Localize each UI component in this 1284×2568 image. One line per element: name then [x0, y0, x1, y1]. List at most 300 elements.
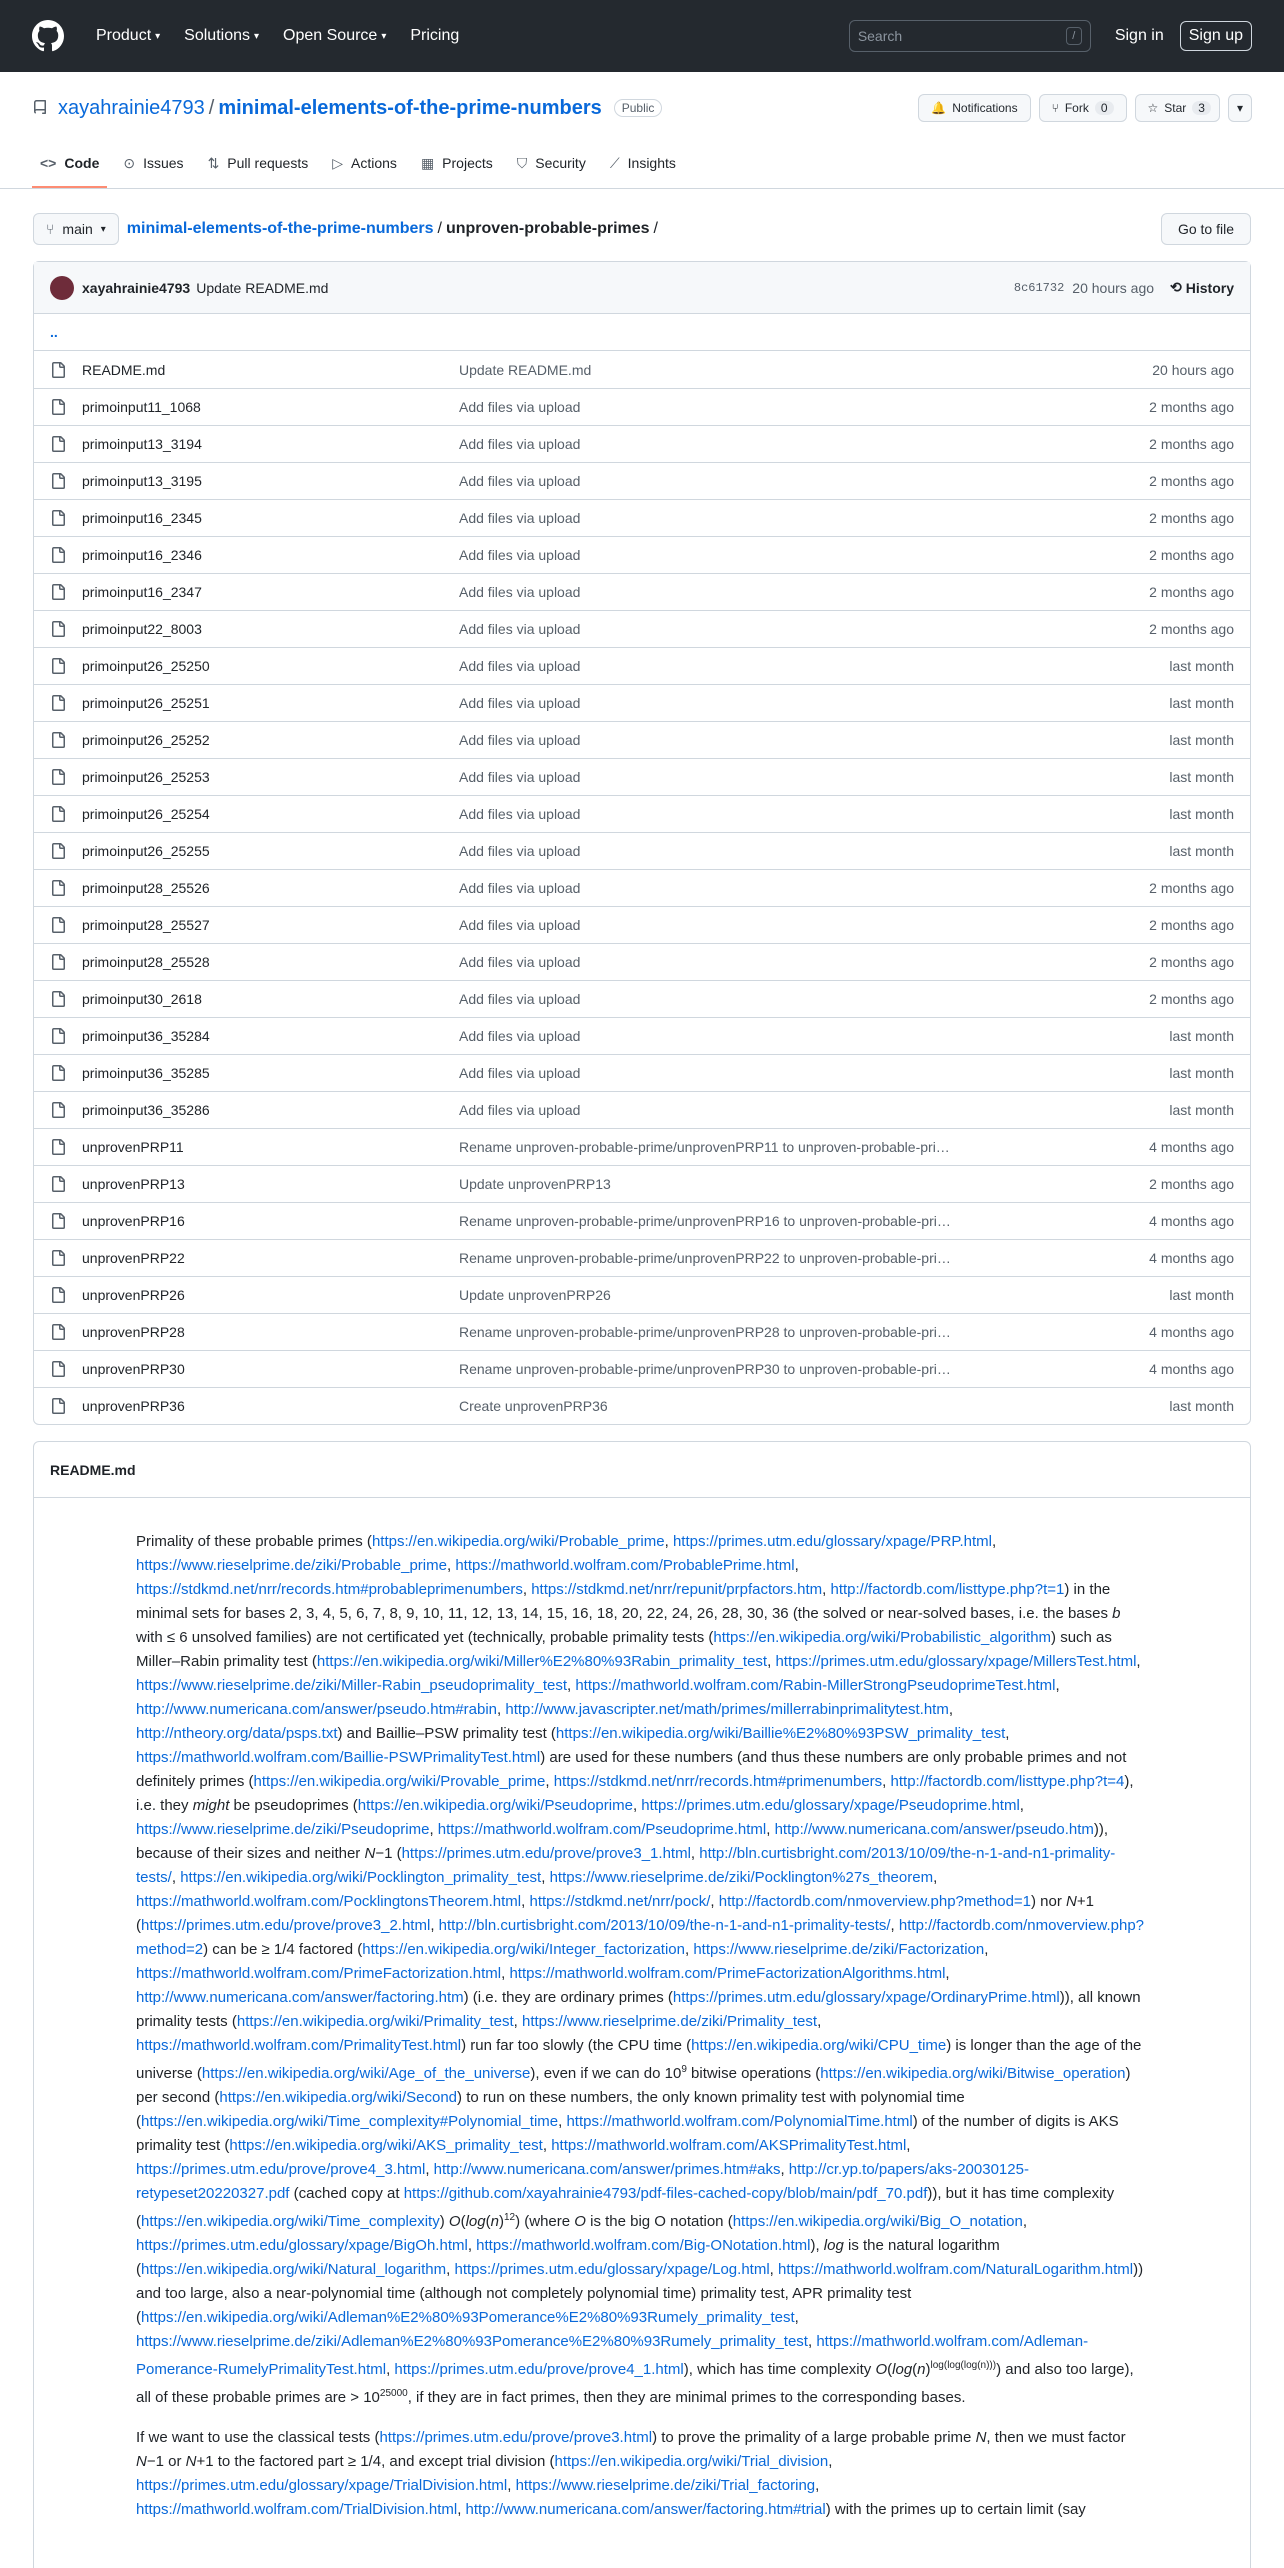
file-name-link[interactable]: primoinput28_25528 — [82, 954, 210, 970]
readme-link[interactable]: https://mathworld.wolfram.com/PrimeFactorization.html — [136, 1965, 502, 1982]
readme-link[interactable]: http://bln.curtisbright.com/2013/10/09/the-n-1-and-n1-primality-tests/ — [136, 1845, 1116, 1886]
readme-superscript: 25000 — [379, 2388, 408, 2399]
file-name-link[interactable]: primoinput26_25254 — [82, 806, 210, 822]
chevron-down-icon: ▾ — [381, 30, 387, 42]
readme-link[interactable]: http://factordb.com/listtype.php?t=1 — [830, 1581, 1065, 1598]
file-commit-message-link[interactable]: Update unprovenPRP13 — [459, 1176, 611, 1192]
readme-text: ) in the minimal sets for bases 2, 3, 4, 5, 6, 7, 8, 9, 10, 11, 12, 13, 14, 15, 16, 18, 20, 22, 24, 26, 28, 30, 36 (the solved or near-solved bases, i.e. the bases — [136, 1581, 1113, 1622]
file-commit-message-link[interactable]: Add files via upload — [459, 1065, 581, 1081]
parent-directory-link[interactable]: .. — [34, 314, 1250, 351]
readme-link[interactable]: https://en.wikipedia.org/wiki/Second — [219, 2089, 458, 2106]
breadcrumb-separator: / — [653, 220, 658, 237]
file-icon — [50, 584, 66, 600]
fork-icon: ⑂ — [1051, 101, 1059, 115]
readme-link[interactable]: https://en.wikipedia.org/wiki/Big_O_notation — [732, 2213, 1023, 2230]
readme-text: , — [632, 1797, 642, 1814]
file-name-link[interactable]: primoinput26_25250 — [82, 658, 210, 674]
nav-pricing[interactable]: Pricing — [410, 27, 460, 44]
readme-text: is the natural logarithm ( — [136, 2237, 1000, 2278]
tab-label: Insights — [627, 155, 676, 171]
file-name-link[interactable]: primoinput28_25526 — [82, 880, 210, 896]
file-row[interactable] — [34, 1276, 1250, 1313]
readme-link[interactable]: https://mathworld.wolfram.com/Pseudoprime.html — [437, 1821, 767, 1838]
file-row[interactable] — [34, 1091, 1250, 1128]
readme-link[interactable]: https://en.wikipedia.org/wiki/Integer_factorization — [362, 1941, 685, 1958]
tab-issues[interactable] — [115, 140, 191, 188]
file-commit-message-link[interactable]: Add files via upload — [459, 399, 581, 415]
readme-text: ) are used for these numbers (and thus these numbers are only probable primes and not definitely primes ( — [136, 1749, 1127, 1790]
file-name-link[interactable]: primoinput11_1068 — [82, 399, 201, 415]
readme-text: , — [769, 2261, 778, 2278]
repo-tabs — [32, 140, 1252, 188]
readme-superscript: 9 — [681, 2064, 687, 2075]
readme-text: ) can be ≥ 1/4 factored ( — [203, 1941, 363, 1958]
readme-text: , then we must factor — [986, 2429, 1126, 2446]
file-row[interactable] — [34, 462, 1250, 499]
readme-text: with ≤ 6 unsolved families) are not certificated yet (technically, probable primality tests ( — [136, 1629, 714, 1646]
file-name-link[interactable]: primoinput16_2346 — [82, 547, 202, 563]
readme-link[interactable]: https://en.wikipedia.org/wiki/CPU_time — [691, 2037, 947, 2054]
repo-header — [0, 72, 1284, 189]
readme-link[interactable]: https://en.wikipedia.org/wiki/AKS_primality_test — [229, 2137, 543, 2154]
file-icon — [50, 954, 66, 970]
star-button[interactable] — [1135, 94, 1220, 122]
file-icon — [50, 399, 66, 415]
file-commit-age: 2 months ago — [1149, 399, 1234, 415]
file-name-link[interactable]: unprovenPRP11 — [82, 1139, 184, 1155]
commit-sha-link[interactable]: 8c61732 — [1013, 280, 1065, 295]
file-name-link[interactable]: primoinput28_25527 — [82, 917, 210, 933]
file-icon — [50, 547, 66, 563]
commit-time: 20 hours ago — [1072, 279, 1155, 296]
file-name-link[interactable]: unprovenPRP16 — [82, 1213, 185, 1229]
readme-link[interactable]: https://en.wikipedia.org/wiki/Miller%E2%80%93Rabin_primality_test — [316, 1653, 768, 1670]
readme-italic: N — [975, 2429, 987, 2446]
shield-icon: ⛉ — [516, 154, 528, 171]
file-name-link[interactable]: unprovenPRP36 — [82, 1398, 185, 1414]
breadcrumb-root-link[interactable]: minimal-elements-of-the-prime-numbers — [126, 220, 434, 237]
readme-link[interactable]: https://www.rieselprime.de/ziki/Adleman%E2%80%93Pomerance%E2%80%93Rumely_primality_test — [136, 2333, 808, 2350]
history-label: History — [1185, 279, 1234, 296]
file-commit-message-link[interactable]: Add files via upload — [459, 806, 581, 822]
file-row[interactable] — [34, 832, 1250, 869]
file-name-link[interactable]: primoinput26_25252 — [82, 732, 210, 748]
notifications-button[interactable] — [918, 94, 1030, 122]
file-row[interactable] — [34, 1128, 1250, 1165]
readme-link[interactable]: https://mathworld.wolfram.com/Baillie-PSWPrimalityTest.html — [136, 1749, 541, 1766]
breadcrumb — [127, 220, 658, 238]
readme-link[interactable]: https://stdkmd.net/nrr/records.htm#probableprimenumbers — [136, 1581, 523, 1598]
readme-text: ) — [925, 2361, 931, 2378]
readme-link[interactable]: https://mathworld.wolfram.com/TrialDivision.html — [136, 2501, 458, 2518]
readme-italic: n — [490, 2213, 499, 2230]
tab-code[interactable] — [32, 140, 107, 188]
file-name-link[interactable]: README.md — [82, 361, 166, 378]
file-name-link[interactable]: primoinput36_35286 — [82, 1102, 210, 1118]
readme-text: −1 or — [146, 2453, 186, 2470]
fork-label: Fork — [1064, 101, 1089, 115]
file-commit-message-link[interactable]: Add files via upload — [459, 695, 581, 711]
readme-link[interactable]: https://www.rieselprime.de/ziki/Pseudoprime — [136, 1821, 430, 1838]
readme-link[interactable]: http://www.numericana.com/answer/factoring.htm — [136, 1989, 464, 2006]
readme-link[interactable]: https://stdkmd.net/nrr/records.htm#primenumbers — [553, 1773, 883, 1790]
file-name-link[interactable]: primoinput22_8003 — [82, 621, 202, 637]
file-commit-age: 4 months ago — [1149, 1213, 1234, 1229]
file-name-link[interactable]: primoinput26_25253 — [82, 769, 210, 785]
readme-link[interactable]: https://github.com/xayahrainie4793/pdf-files-cached-copy/blob/main/pdf_70.pdf — [403, 2185, 928, 2202]
readme-link[interactable]: https://www.rieselprime.de/ziki/Factorization — [693, 1941, 985, 1958]
readme-text: , — [457, 2501, 466, 2518]
file-icon — [50, 1361, 66, 1377]
file-icon — [50, 769, 66, 785]
file-row[interactable] — [34, 980, 1250, 1017]
readme-italic: N — [364, 1845, 376, 1862]
file-row[interactable] — [34, 1202, 1250, 1239]
sign-in-link[interactable]: Sign in — [1114, 27, 1164, 44]
readme-link[interactable]: https://en.wikipedia.org/wiki/Baillie%E2%80%93PSW_primality_test — [555, 1725, 1006, 1742]
readme-text: , — [767, 1653, 776, 1670]
file-name-link[interactable]: primoinput16_2345 — [82, 510, 202, 526]
breadcrumb-current: unproven-probable-primes — [445, 220, 650, 237]
readme-link[interactable]: https://en.wikipedia.org/wiki/Bitwise_operation — [820, 2065, 1126, 2082]
readme-link[interactable]: https://primes.utm.edu/glossary/xpage/BigOh.html — [136, 2237, 468, 2254]
star-dropdown-button[interactable] — [1228, 94, 1252, 122]
readme-text: , — [541, 1869, 550, 1886]
file-commit-message-link[interactable]: Add files via upload — [459, 917, 581, 933]
readme-text: ( — [460, 2213, 466, 2230]
file-commit-age: 4 months ago — [1149, 1324, 1234, 1340]
file-row[interactable] — [34, 499, 1250, 536]
readme-link[interactable]: https://en.wikipedia.org/wiki/Provable_prime — [253, 1773, 546, 1790]
readme-link[interactable]: https://primes.utm.edu/glossary/xpage/Pseudoprime.html — [641, 1797, 1020, 1814]
readme-text: ) nor — [1031, 1893, 1067, 1910]
file-commit-age: 2 months ago — [1149, 621, 1234, 637]
readme-link[interactable]: https://www.rieselprime.de/ziki/Trial_factoring — [515, 2477, 816, 2494]
file-name-link[interactable]: unprovenPRP22 — [82, 1250, 185, 1266]
file-commit-message-link[interactable]: Add files via upload — [459, 769, 581, 785]
file-icon — [50, 695, 66, 711]
readme-link[interactable]: https://mathworld.wolfram.com/PocklingtonsTheorem.html — [136, 1893, 522, 1910]
file-row[interactable] — [34, 536, 1250, 573]
file-name-link[interactable]: primoinput36_35285 — [82, 1065, 210, 1081]
readme-link[interactable]: https://mathworld.wolfram.com/PrimalityTest.html — [136, 2037, 462, 2054]
graph-icon: ⟋ — [609, 154, 620, 171]
readme-link[interactable]: http://factordb.com/nmoverview.php?method=2 — [136, 1917, 1145, 1958]
file-commit-age: 2 months ago — [1149, 547, 1234, 563]
readme-text: , — [766, 1821, 775, 1838]
readme-text: , — [710, 1893, 719, 1910]
file-commit-message-link[interactable]: Add files via upload — [459, 473, 581, 489]
readme-link[interactable]: https://mathworld.wolfram.com/NaturalLogarithm.html — [778, 2261, 1134, 2278]
file-row[interactable] — [34, 795, 1250, 832]
tab-pull-requests[interactable] — [200, 140, 317, 188]
github-logo-icon[interactable] — [32, 20, 64, 52]
readme-text: , — [780, 2161, 789, 2178]
visibility-badge: Public — [614, 99, 663, 117]
readme-text: , — [933, 1869, 938, 1886]
file-row[interactable] — [34, 684, 1250, 721]
file-row[interactable] — [34, 1313, 1250, 1350]
readme-link[interactable]: http://www.numericana.com/answer/primes.htm#aks — [433, 2161, 781, 2178]
readme-link[interactable]: https://www.rieselprime.de/ziki/Miller-Rabin_pseudoprimality_test — [136, 1677, 567, 1694]
file-commit-message-link[interactable]: Add files via upload — [459, 843, 581, 859]
file-commit-message-link[interactable]: Add files via upload — [459, 658, 581, 674]
readme-link[interactable]: http://factordb.com/nmoverview.php?method=1 — [718, 1893, 1032, 1910]
readme-link[interactable]: http://www.numericana.com/answer/factoring.htm#trial — [465, 2501, 826, 2518]
file-commit-age: last month — [1169, 1065, 1234, 1081]
history-link[interactable] — [1170, 279, 1234, 296]
file-commit-age: 2 months ago — [1149, 917, 1234, 933]
readme-link[interactable]: https://primes.utm.edu/glossary/xpage/TrialDivision.html — [136, 2477, 508, 2494]
readme-text: , — [991, 1533, 997, 1550]
readme-italic: n — [917, 2361, 926, 2378]
fork-button[interactable] — [1039, 94, 1127, 122]
file-name-link[interactable]: unprovenPRP26 — [82, 1287, 185, 1303]
file-commit-age: 2 months ago — [1149, 436, 1234, 452]
readme-title[interactable]: README.md — [34, 1442, 1250, 1498]
readme-text: , — [522, 1581, 532, 1598]
readme-link[interactable]: https://en.wikipedia.org/wiki/Time_complexity#Polynomial_time — [141, 2113, 559, 2130]
file-row[interactable] — [34, 943, 1250, 980]
readme-link[interactable]: http://bln.curtisbright.com/2013/10/09/the-n-1-and-n1-primality-tests/ — [438, 1917, 891, 1934]
file-name-link[interactable]: primoinput26_25255 — [82, 843, 210, 859]
tab-projects[interactable] — [413, 140, 501, 188]
readme-link[interactable]: https://en.wikipedia.org/wiki/Trial_division — [554, 2453, 829, 2470]
readme-text: ) is longer than the age of the universe ( — [136, 2037, 1142, 2082]
file-commit-message-link[interactable]: Rename unproven-probable-prime/unprovenPRP16 to unproven-probable-pri… — [459, 1213, 951, 1229]
readme-body — [34, 1498, 1250, 2522]
readme-italic: log — [892, 2361, 913, 2378]
readme-paragraph — [136, 1530, 1148, 2410]
file-row[interactable] — [34, 425, 1250, 462]
readme-text: , — [171, 1869, 181, 1886]
readme-link[interactable]: http://cr.yp.to/papers/aks-20030125-retypeset20220327.pdf — [136, 2161, 1029, 2202]
file-commit-message-link[interactable]: Add files via upload — [459, 954, 581, 970]
file-row[interactable] — [34, 1054, 1250, 1091]
readme-text: ) — [439, 2213, 449, 2230]
readme-link[interactable]: http://www.javascripter.net/math/primes/millerrabinprimalitytest.htm — [505, 1701, 949, 1718]
file-row[interactable] — [34, 647, 1250, 684]
readme-italic: N — [1066, 1893, 1077, 1910]
readme-text: , — [882, 1773, 891, 1790]
readme-link[interactable]: https://en.wikipedia.org/wiki/Primality_test — [236, 2013, 514, 2030]
readme-text: ), — [810, 2237, 824, 2254]
readme-link[interactable]: https://mathworld.wolfram.com/ProbablePrime.html — [455, 1557, 795, 1574]
file-name-link[interactable]: unprovenPRP30 — [82, 1361, 185, 1377]
readme-text: , — [567, 1677, 576, 1694]
readme-text: ) and also too large), all of these probable primes are > 10 — [136, 2361, 1134, 2406]
history-icon: ⟲ — [1170, 279, 1182, 295]
file-commit-message-link[interactable]: Add files via upload — [459, 1028, 581, 1044]
file-commit-message-link[interactable]: Rename unproven-probable-prime/unprovenPRP11 to unproven-probable-pri… — [459, 1139, 950, 1155]
commit-author-link[interactable]: xayahrainie4793 — [82, 279, 191, 296]
commit-message-link[interactable]: Update README.md — [196, 279, 329, 296]
readme-link[interactable]: https://en.wikipedia.org/wiki/Pocklington_primality_test — [180, 1869, 542, 1886]
readme-link[interactable]: https://www.rieselprime.de/ziki/Pocklington%27s_theorem — [549, 1869, 934, 1886]
file-name-link[interactable]: primoinput16_2347 — [82, 584, 202, 600]
file-name-link[interactable]: unprovenPRP13 — [82, 1176, 185, 1192]
readme-link[interactable]: https://stdkmd.net/nrr/repunit/prpfactors.htm — [531, 1581, 823, 1598]
readme-link[interactable]: http://www.numericana.com/answer/pseudo.htm — [774, 1821, 1094, 1838]
file-commit-age: 2 months ago — [1149, 473, 1234, 489]
readme-text: , — [521, 1893, 530, 1910]
file-commit-age: last month — [1169, 1287, 1234, 1303]
readme-link[interactable]: https://www.rieselprime.de/ziki/Probable_prime — [136, 1557, 447, 1574]
file-commit-age: last month — [1169, 1398, 1234, 1414]
file-icon — [50, 436, 66, 452]
tab-security[interactable] — [509, 140, 594, 188]
file-icon — [50, 1065, 66, 1081]
repo-separator: / — [208, 96, 215, 119]
file-icon — [50, 880, 66, 896]
file-row[interactable] — [34, 1387, 1250, 1424]
file-icon — [50, 658, 66, 674]
readme-text: , — [545, 1773, 554, 1790]
readme-text: , — [906, 2137, 911, 2154]
readme-link[interactable]: https://primes.utm.edu/prove/prove4_3.html — [136, 2161, 426, 2178]
file-name-link[interactable]: primoinput13_3195 — [82, 473, 202, 489]
readme-link[interactable]: https://primes.utm.edu/prove/prove4_1.html — [394, 2361, 684, 2378]
readme-link[interactable]: https://primes.utm.edu/glossary/xpage/OrdinaryPrime.html — [672, 1989, 1060, 2006]
file-commit-message-link[interactable]: Add files via upload — [459, 880, 581, 896]
readme-link[interactable]: https://en.wikipedia.org/wiki/Adleman%E2%80%93Pomerance%E2%80%93Rumely_primality_test — [141, 2309, 795, 2326]
repo-owner-link[interactable]: xayahrainie4793 — [58, 96, 205, 119]
file-table — [33, 261, 1251, 1425]
readme-link[interactable]: https://primes.utm.edu/prove/prove3.html — [379, 2429, 653, 2446]
latest-commit-bar — [34, 262, 1250, 314]
readme-link[interactable]: https://stdkmd.net/nrr/pock/ — [529, 1893, 711, 1910]
readme-text: ) and Baillie–PSW primality test ( — [337, 1725, 556, 1742]
global-nav — [88, 27, 467, 45]
readme-link[interactable]: https://mathworld.wolfram.com/AKSPrimalityTest.html — [551, 2137, 907, 2154]
star-icon: ☆ — [1147, 101, 1159, 115]
file-row[interactable] — [34, 906, 1250, 943]
search-input[interactable] — [849, 20, 1091, 52]
tab-insights[interactable] — [602, 140, 684, 188]
readme-text: )) and too large, also a near-polynomial time (although not completely polynomial time) primality test, APR primality test ( — [136, 2261, 1144, 2326]
readme-link[interactable]: https://mathworld.wolfram.com/Big-ONotation.html — [476, 2237, 811, 2254]
file-row[interactable] — [34, 351, 1250, 388]
file-name-link[interactable]: primoinput36_35284 — [82, 1028, 210, 1044]
readme-link[interactable]: https://primes.utm.edu/prove/prove3_1.html — [401, 1845, 691, 1862]
pull-request-icon: ⇅ — [207, 154, 220, 171]
readme-text: , — [690, 1845, 700, 1862]
search-placeholder: Search — [857, 28, 903, 44]
readme-link[interactable]: https://mathworld.wolfram.com/PrimeFactorizationAlgorithms.html — [509, 1965, 946, 1982]
readme-link[interactable]: https://primes.utm.edu/prove/prove3_2.html — [141, 1917, 431, 1934]
readme-text: Primality of these probable primes ( — [136, 1533, 372, 1550]
code-icon: <> — [40, 155, 57, 171]
file-row[interactable] — [34, 610, 1250, 647]
bell-icon: 🔔 — [931, 101, 947, 115]
file-commit-message-link[interactable]: Add files via upload — [459, 547, 581, 563]
file-commit-message-link[interactable]: Add files via upload — [459, 1102, 581, 1118]
file-row[interactable] — [34, 1239, 1250, 1276]
file-commit-message-link[interactable]: Add files via upload — [459, 510, 581, 526]
readme-link[interactable]: https://en.wikipedia.org/wiki/Probabilistic_algorithm — [713, 1629, 1052, 1646]
nav-open-source[interactable]: Open Source ▾ — [283, 27, 387, 44]
file-name-link[interactable]: primoinput26_25251 — [82, 695, 210, 711]
readme-link[interactable]: https://en.wikipedia.org/wiki/Pseudoprime — [357, 1797, 633, 1814]
file-commit-age: 4 months ago — [1149, 1361, 1234, 1377]
readme-link[interactable]: https://en.wikipedia.org/wiki/Probable_prime — [371, 1533, 665, 1550]
readme-text: , — [664, 1533, 673, 1550]
file-icon — [50, 806, 66, 822]
readme-italic: N — [185, 2453, 197, 2470]
file-commit-message-link[interactable]: Add files via upload — [459, 991, 581, 1007]
tab-label: Security — [535, 155, 586, 171]
readme-link[interactable]: https://primes.utm.edu/glossary/xpage/PRP.html — [672, 1533, 992, 1550]
file-commit-message-link[interactable]: Add files via upload — [459, 584, 581, 600]
file-row[interactable] — [34, 721, 1250, 758]
readme-link[interactable]: https://mathworld.wolfram.com/PolynomialTime.html — [566, 2113, 913, 2130]
file-row[interactable] — [34, 1350, 1250, 1387]
readme-text: , — [1022, 2213, 1028, 2230]
file-commit-message-link[interactable]: Add files via upload — [459, 436, 581, 452]
readme-link[interactable]: http://factordb.com/listtype.php?t=4 — [890, 1773, 1125, 1790]
go-to-file-button[interactable]: Go to file — [1161, 213, 1251, 245]
nav-product[interactable]: Product ▾ — [96, 27, 161, 44]
star-count: 3 — [1192, 101, 1211, 115]
sign-up-button[interactable]: Sign up — [1180, 21, 1252, 51]
chevron-down-icon: ▾ — [254, 30, 260, 42]
file-name-link[interactable]: primoinput13_3194 — [82, 436, 202, 452]
file-commit-message-link[interactable]: Add files via upload — [459, 732, 581, 748]
repo-name-link[interactable]: minimal-elements-of-the-prime-numbers — [218, 96, 602, 119]
file-icon — [50, 1176, 66, 1192]
file-commit-message-link[interactable]: Rename unproven-probable-prime/unprovenPRP30 to unproven-probable-pri… — [459, 1361, 951, 1377]
readme-link[interactable]: https://mathworld.wolfram.com/Adleman-Pomerance-RumelyPrimalityTest.html — [136, 2333, 1089, 2378]
readme-link[interactable]: https://primes.utm.edu/glossary/xpage/MillersTest.html — [775, 1653, 1137, 1670]
file-name-link[interactable]: unprovenPRP28 — [82, 1324, 185, 1340]
readme-text: , — [984, 1941, 989, 1958]
file-row[interactable] — [34, 869, 1250, 906]
file-commit-message-link[interactable]: Rename unproven-probable-prime/unprovenPRP22 to unproven-probable-pri… — [459, 1250, 951, 1266]
readme-text: −1 ( — [375, 1845, 402, 1862]
readme-link[interactable]: https://primes.utm.edu/glossary/xpage/Log.html — [454, 2261, 770, 2278]
file-name-link[interactable]: primoinput30_2618 — [82, 991, 202, 1007]
file-commit-age: 2 months ago — [1149, 584, 1234, 600]
file-commit-message-link[interactable]: Create unprovenPRP36 — [459, 1398, 608, 1414]
readme-link[interactable]: https://en.wikipedia.org/wiki/Age_of_the_universe — [201, 2065, 531, 2082]
nav-solutions[interactable]: Solutions ▾ — [184, 27, 260, 44]
file-row[interactable] — [34, 1017, 1250, 1054]
readme-link[interactable]: http://www.numericana.com/answer/pseudo.htm#rabin — [136, 1701, 498, 1718]
readme-text: , — [386, 2361, 395, 2378]
tab-label: Issues — [143, 155, 184, 171]
file-row[interactable] — [34, 573, 1250, 610]
readme-link[interactable]: https://en.wikipedia.org/wiki/Natural_logarithm — [141, 2261, 447, 2278]
file-commit-message-link[interactable]: Update unprovenPRP26 — [459, 1287, 611, 1303]
readme-link[interactable]: http://ntheory.org/data/psps.txt — [136, 1725, 338, 1742]
readme-link[interactable]: https://en.wikipedia.org/wiki/Time_complexity — [141, 2213, 440, 2230]
file-icon — [50, 843, 66, 859]
branch-selector[interactable] — [33, 213, 119, 245]
readme-link[interactable]: https://www.rieselprime.de/ziki/Primality_test — [521, 2013, 818, 2030]
file-commit-message-link[interactable]: Rename unproven-probable-prime/unprovenPRP28 to unproven-probable-pri… — [459, 1324, 951, 1340]
readme-link[interactable]: https://mathworld.wolfram.com/Rabin-MillerStrongPseudoprimeTest.html — [575, 1677, 1056, 1694]
avatar[interactable] — [50, 276, 74, 300]
file-commit-message-link[interactable]: Update README.md — [459, 361, 592, 378]
fork-count: 0 — [1095, 101, 1114, 115]
tab-actions[interactable] — [324, 140, 405, 188]
file-commit-message-link[interactable]: Add files via upload — [459, 621, 581, 637]
file-row[interactable] — [34, 388, 1250, 425]
file-icon — [50, 1250, 66, 1266]
file-row[interactable] — [34, 1165, 1250, 1202]
file-row[interactable] — [34, 758, 1250, 795]
readme-italic: O — [574, 2213, 586, 2230]
